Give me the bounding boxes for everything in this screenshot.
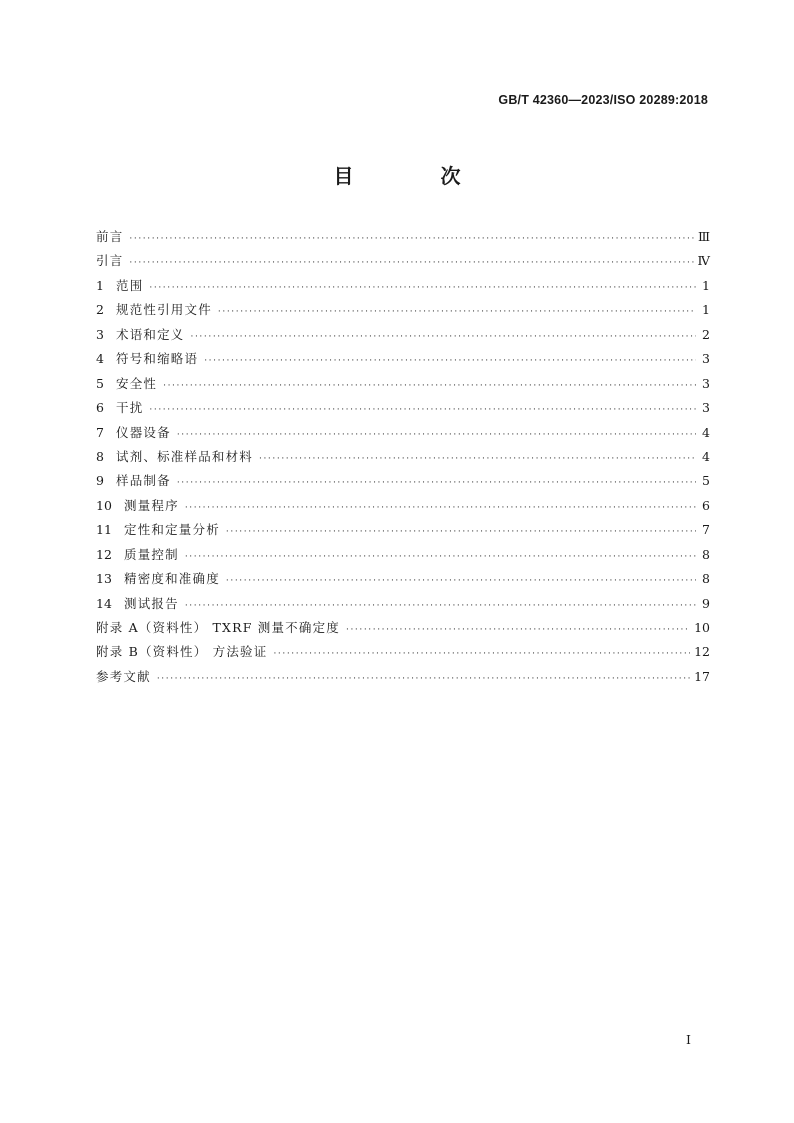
toc-entry-label: 范围 xyxy=(116,277,144,293)
toc-page-number: 6 xyxy=(702,497,710,513)
toc-section-number: 1 xyxy=(96,277,104,293)
toc-entry-section-6[interactable] xyxy=(96,399,710,423)
toc-section-number: 6 xyxy=(96,400,104,416)
toc-section-number: 3 xyxy=(96,326,104,342)
toc-dot-leader xyxy=(129,230,694,248)
toc-entry-label: 参考文献 xyxy=(96,668,151,684)
toc-dot-leader xyxy=(177,426,696,444)
toc-page-number: 9 xyxy=(702,595,710,611)
toc-entry-label: 测试报告 xyxy=(124,595,179,611)
toc-entry-annex-b[interactable] xyxy=(96,643,710,667)
toc-page-number: 1 xyxy=(702,302,710,318)
toc-entry-label: 符号和缩略语 xyxy=(116,351,199,367)
toc-entry-label: 样品制备 xyxy=(116,473,171,489)
toc-entry-bibliography[interactable] xyxy=(96,668,710,692)
table-of-contents xyxy=(96,228,710,692)
toc-section-number: 9 xyxy=(96,473,104,489)
toc-page-number: 10 xyxy=(694,620,710,635)
toc-entry-label: 安全性 xyxy=(116,375,158,391)
toc-entry-introduction[interactable] xyxy=(96,252,710,276)
toc-dot-leader xyxy=(177,474,696,492)
toc-entry-label: 精密度和准确度 xyxy=(124,571,220,587)
toc-entry-section-1[interactable] xyxy=(96,277,710,301)
toc-entry-section-5[interactable] xyxy=(96,375,710,399)
toc-section-number: 12 xyxy=(96,546,112,562)
toc-entry-section-14[interactable] xyxy=(96,595,710,619)
toc-section-number: 13 xyxy=(96,571,112,587)
toc-dot-leader xyxy=(149,401,696,419)
toc-dot-leader xyxy=(157,670,690,688)
toc-section-number: 2 xyxy=(96,302,104,318)
toc-dot-leader xyxy=(218,303,696,321)
toc-page-number: Ⅳ xyxy=(697,253,710,269)
toc-entry-section-12[interactable] xyxy=(96,546,710,570)
toc-entry-label: 附录 A（资料性） TXRF 测量不确定度 xyxy=(96,620,340,635)
toc-title: 目 次 xyxy=(333,164,501,188)
toc-entry-section-10[interactable] xyxy=(96,497,710,521)
toc-page-number: 17 xyxy=(694,668,710,684)
toc-page-number: 3 xyxy=(702,400,710,416)
toc-page-number: 4 xyxy=(702,448,710,464)
toc-entry-section-11[interactable] xyxy=(96,521,710,545)
toc-page-number: 5 xyxy=(702,473,710,489)
toc-dot-leader xyxy=(273,645,690,663)
toc-entry-label: 质量控制 xyxy=(124,546,179,562)
toc-section-number: 7 xyxy=(96,424,104,440)
toc-entry-section-4[interactable] xyxy=(96,350,710,374)
toc-section-number: 8 xyxy=(96,448,104,464)
toc-entry-foreword[interactable] xyxy=(96,228,710,252)
toc-page-number: 3 xyxy=(702,375,710,391)
toc-page-number: 3 xyxy=(702,351,710,367)
toc-entry-section-7[interactable] xyxy=(96,424,710,448)
toc-entry-label: 仪器设备 xyxy=(116,424,171,440)
toc-entry-label: 前言 xyxy=(96,229,124,244)
toc-dot-leader xyxy=(191,328,696,346)
page-number-footer: I xyxy=(686,1032,691,1047)
toc-page-number: Ⅲ xyxy=(697,229,710,244)
toc-dot-leader xyxy=(226,572,696,590)
toc-page-number: 8 xyxy=(702,571,710,587)
toc-section-number: 11 xyxy=(96,522,112,538)
toc-entry-section-9[interactable] xyxy=(96,472,710,496)
toc-entry-label: 测量程序 xyxy=(124,497,179,513)
toc-dot-leader xyxy=(149,279,696,297)
toc-section-number: 14 xyxy=(96,595,112,611)
toc-dot-leader xyxy=(226,523,696,541)
toc-entry-section-13[interactable] xyxy=(96,570,710,594)
toc-page-number: 1 xyxy=(702,277,710,293)
toc-page-number: 2 xyxy=(702,326,710,342)
toc-entry-section-2[interactable] xyxy=(96,301,710,325)
toc-dot-leader xyxy=(185,499,696,517)
toc-section-number: 10 xyxy=(96,497,112,513)
toc-entry-label: 干扰 xyxy=(116,400,144,416)
toc-section-number: 5 xyxy=(96,375,104,391)
toc-dot-leader xyxy=(259,450,696,468)
toc-dot-leader xyxy=(129,254,693,272)
toc-page-number: 7 xyxy=(702,522,710,538)
toc-dot-leader xyxy=(185,597,696,615)
toc-dot-leader xyxy=(185,548,696,566)
toc-entry-label: 引言 xyxy=(96,253,124,269)
toc-section-number: 4 xyxy=(96,351,104,367)
toc-entry-label: 术语和定义 xyxy=(116,326,185,342)
toc-entry-section-3[interactable] xyxy=(96,326,710,350)
toc-page-number: 4 xyxy=(702,424,710,440)
toc-entry-label: 规范性引用文件 xyxy=(116,302,212,318)
toc-dot-leader xyxy=(163,377,696,395)
toc-page-number: 12 xyxy=(694,644,710,660)
toc-dot-leader xyxy=(346,621,690,639)
toc-entry-label: 定性和定量分析 xyxy=(124,522,220,538)
toc-entry-annex-a[interactable] xyxy=(96,619,710,643)
toc-entry-label: 附录 B（资料性） 方法验证 xyxy=(96,644,268,660)
standard-number-header: GB/T 42360—2023/ISO 20289:2018 xyxy=(498,93,708,107)
toc-entry-label: 试剂、标准样品和材料 xyxy=(116,448,254,464)
toc-page-number: 8 xyxy=(702,546,710,562)
toc-dot-leader xyxy=(204,352,696,370)
toc-entry-section-8[interactable] xyxy=(96,448,710,472)
